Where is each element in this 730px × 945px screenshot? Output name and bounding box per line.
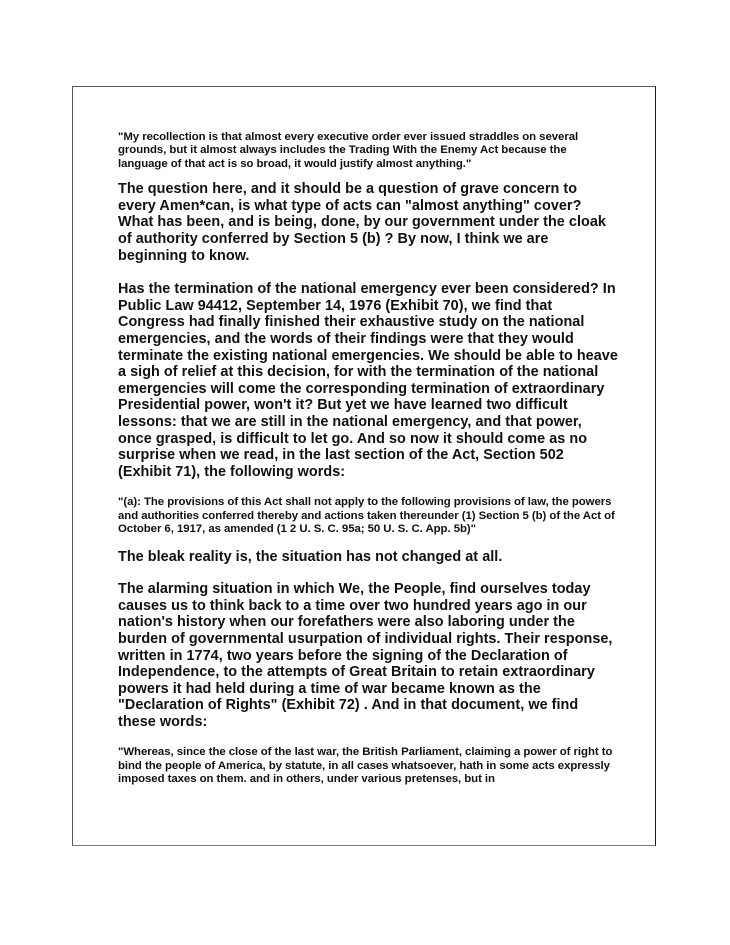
quote-section-502: "(a): The provisions of this Act shall not apply to the following provisions of law, the powers and authorities conferred thereby and actions taken thereunder (1) Section 5 (b) of the Act of October 6, 1917, as amended (1 2 U. S. C. 95a; 50 U. S. C. App. 5b)" [118, 496, 615, 536]
paragraph-bleak-reality: The bleak reality is, the situation has not changed at all. [118, 548, 503, 565]
document-body [118, 131, 618, 787]
quote-declaration-of-rights: "Whereas, since the close of the last war, the British Parliament, claiming a power of right to bind the people of America, by statute, in all cases whatsoever, hath in some acts expressly imposed taxes on them. and in others, under various pretenses, but in [118, 746, 613, 786]
quote-trading-with-enemy-act: "My recollection is that almost every executive order ever issued straddles on several grounds, but it almost always includes the Trading With the Enemy Act because the language of that act is so broad, it would justify almost anything." [118, 131, 579, 170]
paragraph-almost-anything: The question here, and it should be a question of grave concern to every Amen*can, is what type of acts can "almost anything" cover? What has been, and is being, done, by our government under the cloak of authority conferred by Section 5 (b) ? By now, I think we are beginning to know. [118, 181, 606, 264]
paragraph-termination-of-emergency: Has the termination of the national emergency ever been considered? In Public Law 94412, September 14, 1976 (Exhibit 70), we find that Congress had finally finished their exhaustive study on the national emergencies, and the words of their findings were that they would terminate the existing national emergencies. We should be able to heave a sigh of relief at this decision, for with the termination of the national emergencies will come the corresponding termination of extraordinary Presidential power, won't it? But yet we have learned two difficult lessons: that we are still in the national emergency, and that power, once grasped, is difficult to let go. And so now it should come as no surprise when we read, in the last section of the Act, Section 502 (Exhibit 71), the following words: [118, 281, 618, 480]
paragraph-declaration-of-rights: The alarming situation in which We, the People, find ourselves today causes us to think back to a time over two hundred years ago in our nation's history when our forefathers were also laboring under the burden of governmental usurpation of individual rights. Their response, written in 1774, two years before the signing of the Declaration of Independence, to the attempts of Great Britain to retain extraordinary powers it had held during a time of war became known as the "Declaration of Rights" (Exhibit 72) . And in that document, we find these words: [118, 581, 613, 730]
